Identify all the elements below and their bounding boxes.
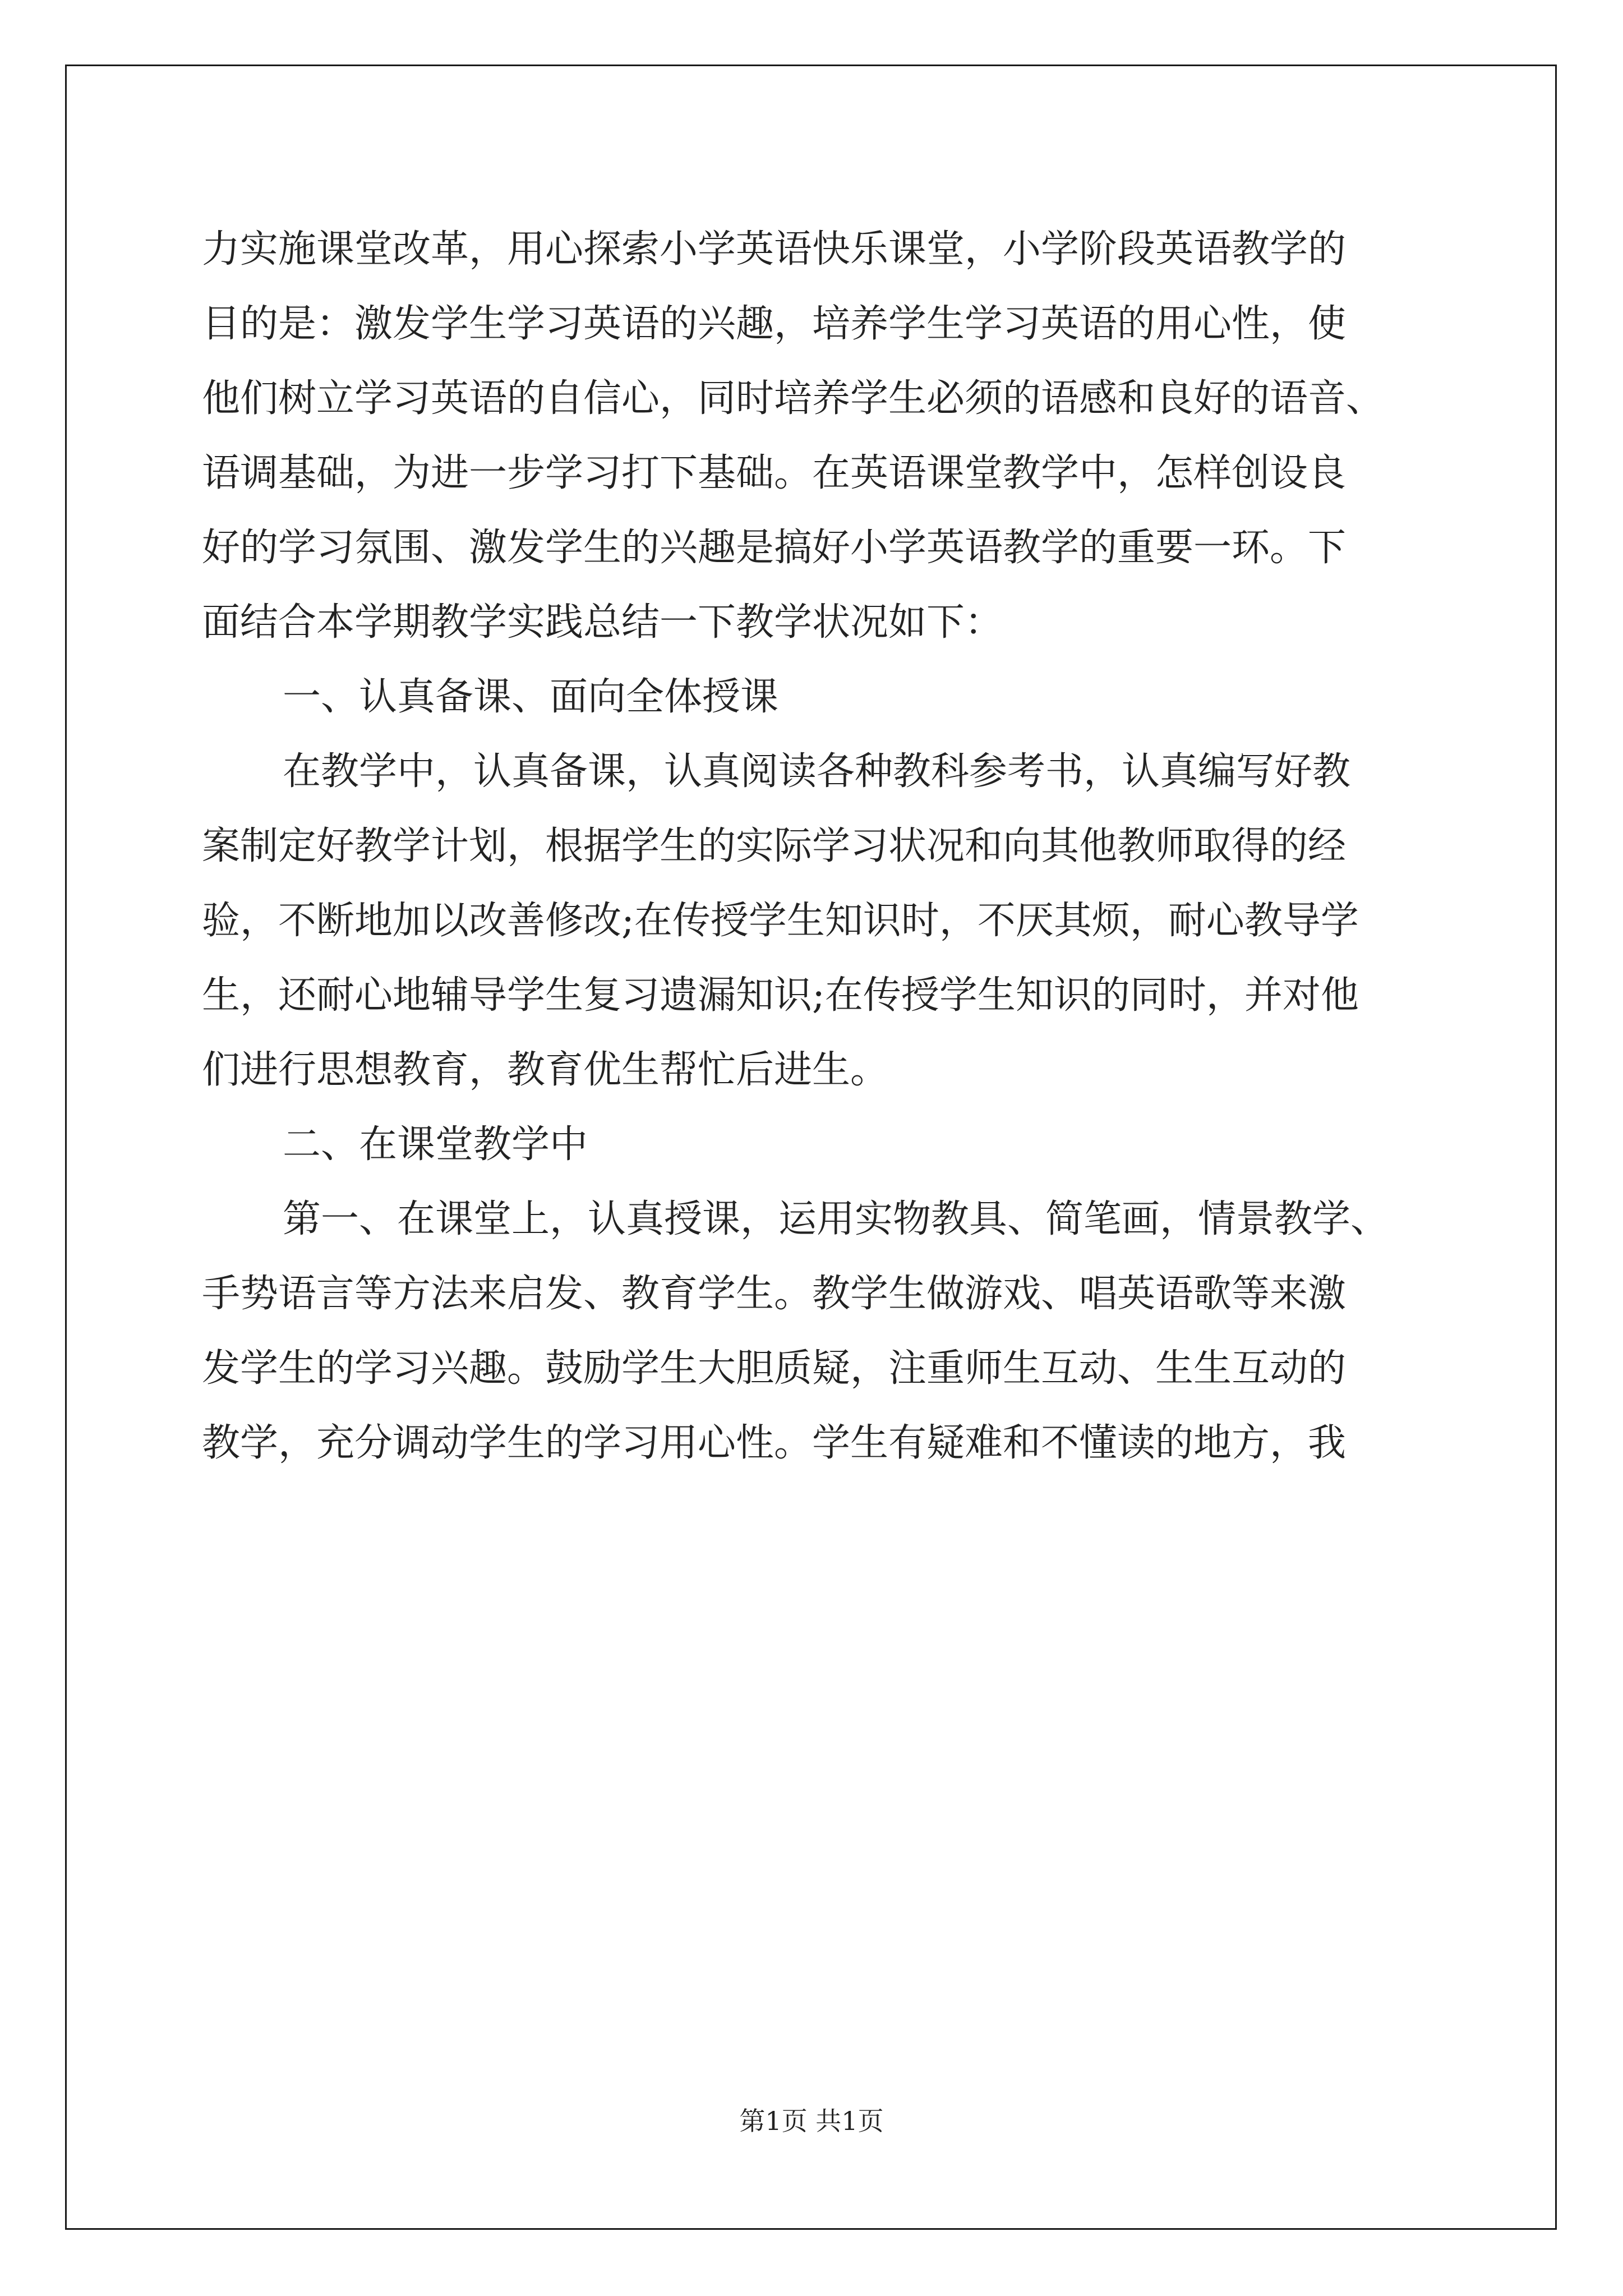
page-number-footer: 第1页 共1页 — [739, 2106, 884, 2136]
text-line-10: 验，不断地加以改善修改;在传授学生知识时，不厌其烦，耐心教导学 — [202, 899, 1359, 943]
text-line-3: 他们树立学习英语的自信心，同时培养学生必须的语感和良好的语音、 — [202, 376, 1385, 421]
text-line-2: 目的是：激发学生学习英语的兴趣，培养学生学习英语的用心性，使 — [202, 302, 1347, 346]
text-line-5: 好的学习氛围、激发学生的兴趣是搞好小学英语教学的重要一环。下 — [202, 526, 1347, 570]
text-line-14: 第一、在课堂上，认真授课，运用实物教具、简笔画，情景教学、 — [283, 1197, 1389, 1241]
text-line-16: 发学生的学习兴趣。鼓励学生大胆质疑，注重师生互动、生生互动的 — [202, 1346, 1347, 1391]
text-line-9: 案制定好教学计划，根据学生的实际学习状况和向其他教师取得的经 — [202, 824, 1347, 868]
section-heading-1: 一、认真备课、面向全体授课 — [283, 675, 779, 719]
text-line-11: 生，还耐心地辅导学生复习遗漏知识;在传授学生知识的同时，并对他 — [202, 973, 1359, 1018]
text-line-1: 力实施课堂改革，用心探索小学英语快乐课堂，小学阶段英语教学的 — [202, 227, 1347, 272]
text-line-8: 在教学中，认真备课，认真阅读各种教科参考书，认真编写好教 — [283, 749, 1351, 794]
text-line-15: 手势语言等方法来启发、教育学生。教学生做游戏、唱英语歌等来激 — [202, 1272, 1347, 1316]
text-line-12: 们进行思想教育，教育优生帮忙后进生。 — [202, 1048, 889, 1092]
text-line-6: 面结合本学期教学实践总结一下教学状况如下： — [202, 600, 1003, 645]
text-line-4: 语调基础，为进一步学习打下基础。在英语课堂教学中，怎样创设良 — [202, 451, 1347, 495]
section-heading-2: 二、在课堂教学中 — [283, 1122, 588, 1167]
text-line-17: 教学，充分调动学生的学习用心性。学生有疑难和不懂读的地方，我 — [202, 1421, 1347, 1465]
